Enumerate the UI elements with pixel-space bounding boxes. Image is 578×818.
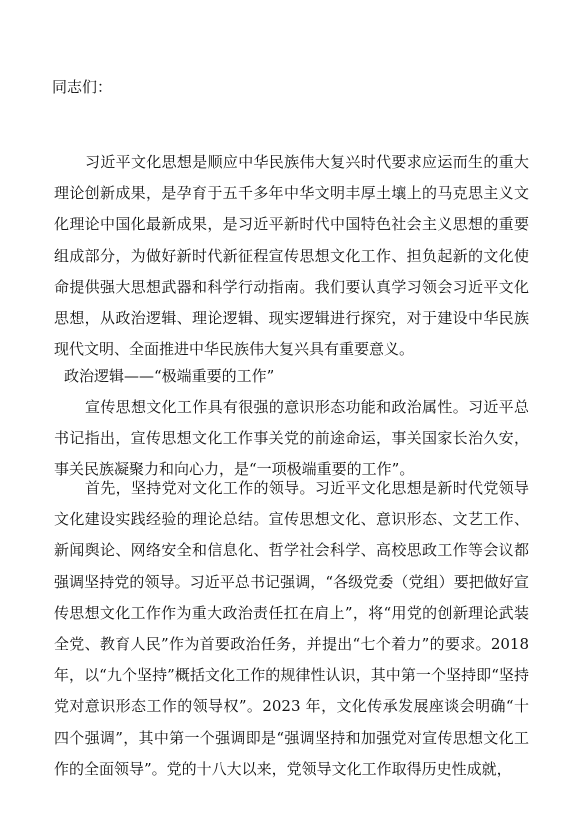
intro-paragraph: 习近平文化思想是顺应中华民族伟大复兴时代要求应运而生的重大理论创新成果，是孕育于五千多年中华文明丰厚土壤上的马克思主义文化理论中国化最新成果，是习近平新时代中国特色社会主义思想的重要组成部分，为做好新时代新征程宣传思想文化工作、担负起新的文化使命提供强大思想武器和科学行动指南。我们要认真学习领会习近平文化思想，从政治逻辑、理论逻辑、现实逻辑进行探究，对于建设中华民族现代文明、全面推进中华民族伟大复兴具有重要意义。	[54, 153, 529, 359]
section-paragraph-1: 宣传思想文化工作具有很强的意识形态功能和政治属性。习近平总书记指出，宣传思想文化工作事关党的前途命运，事关国家长治久安，事关民族凝聚力和向心力，是“一项极端重要的工作”。	[54, 398, 529, 479]
section-paragraph-2: 首先，坚持党对文化工作的领导。习近平文化思想是新时代党领导文化建设实践经验的理论总结。宣传思想文化、意识形态、文艺工作、新闻舆论、网络安全和信息化、哲学社会科学、高校思政工作等会议都强调坚持党的领导。习近平总书记强调，“各级党委（党组）要把做好宣传思想文化工作作为重大政治责任扛在肩上”，将“用党的创新理论武装全党、教育人民”作为首要政治任务，并提出“七个着力”的要求。2018年，以“九个坚持”概括文化工作的规律性认识，其中第一个坚持即“坚持党对意识形态工作的领导权”。2023 年，文化传承发展座谈会明确“十四个强调”，其中第一个强调即是“强调坚持和加强党对宣传思想文化工作的全面领导”。党的十八大以来，党领导文化工作取得历史性成就，	[54, 479, 529, 778]
salutation: 同志们：	[52, 78, 113, 96]
section-heading: 政治逻辑——“极端重要的工作”	[64, 367, 275, 385]
